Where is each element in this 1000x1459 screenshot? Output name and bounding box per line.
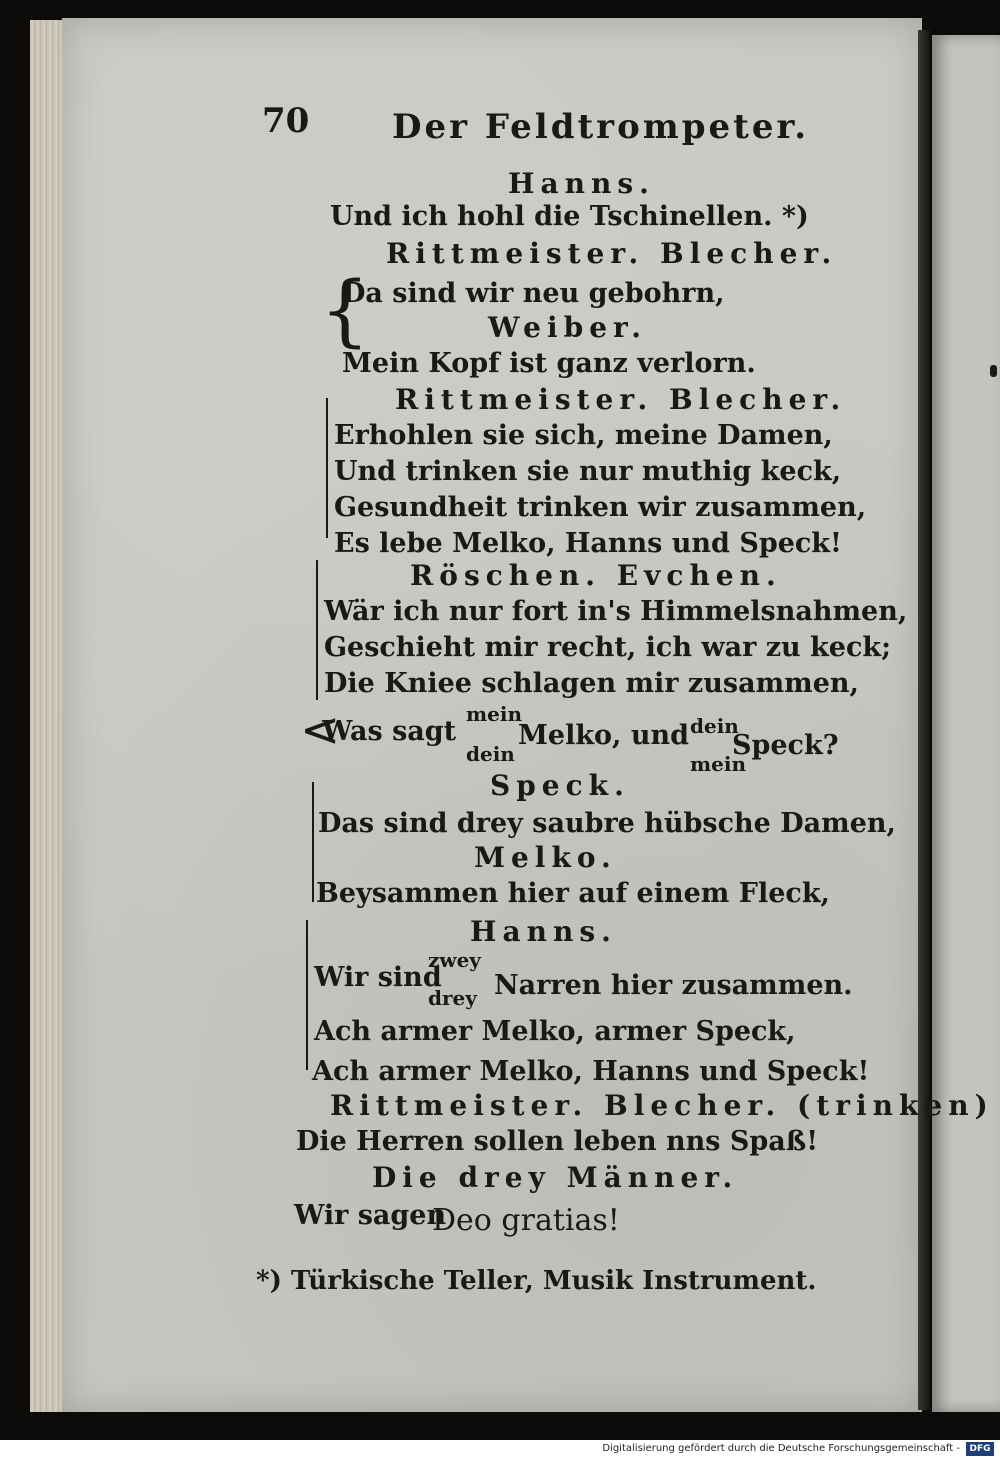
speaker-label: Hanns. xyxy=(508,167,655,200)
digitization-footer xyxy=(0,1440,1000,1459)
speaker-label: Weiber. xyxy=(488,311,647,344)
verse-line: Und trinken sie nur muthig keck, xyxy=(334,456,842,487)
speaker-label: Rittmeister. Blecher. xyxy=(395,383,847,416)
verse-line: Erhohlen sie sich, meine Damen, xyxy=(334,420,833,451)
verse-line: Das sind drey saubre hübsche Damen, xyxy=(318,808,896,839)
left-brace-mark: { xyxy=(320,266,370,356)
footnote: *) Türkische Teller, Musik Instrument. xyxy=(256,1266,817,1296)
alt-word-upper: zwey xyxy=(428,948,481,972)
speaker-label: Rittmeister. Blecher. xyxy=(386,237,838,270)
bracket-line xyxy=(306,920,308,1070)
verse-line: Was sagt xyxy=(322,716,457,747)
verse-line: Mein Kopf ist ganz verlorn. xyxy=(342,348,756,379)
verse-line: Geschieht mir recht, ich war zu keck; xyxy=(324,632,892,663)
left-brace-mark: < xyxy=(300,702,341,758)
funding-credit: Digitalisierung gefördert durch die Deutsche Forschungsgemeinschaft - xyxy=(602,1443,960,1454)
verse-line-latin: Deo gratias! xyxy=(432,1203,620,1238)
bracket-line xyxy=(316,560,318,700)
speaker-label: Röschen. Evchen. xyxy=(410,559,782,592)
verse-line: Beysammen hier auf einem Fleck, xyxy=(316,878,830,909)
alt-word-lower: dein xyxy=(466,742,515,766)
alt-word-upper: mein xyxy=(466,702,523,726)
speaker-label: Speck. xyxy=(490,769,630,802)
verse-line: Es lebe Melko, Hanns und Speck! xyxy=(334,528,842,559)
verse-line: Die Herren sollen leben nns Spaß! xyxy=(296,1126,819,1157)
running-title: Der Feldtrompeter. xyxy=(392,107,810,147)
alt-word-upper: dein xyxy=(690,714,739,738)
alt-word-lower: drey xyxy=(428,986,477,1010)
verse-line: Da sind wir neu gebohrn, xyxy=(342,278,725,309)
verse-line: Und ich hohl die Tschinellen. *) xyxy=(330,201,809,232)
speaker-label: Hanns. xyxy=(470,915,617,948)
verse-line: Narren hier zusammen. xyxy=(494,970,853,1001)
verse-line: Gesundheit trinken wir zusammen, xyxy=(334,492,867,523)
verse-line: Speck? xyxy=(732,730,839,761)
bracket-line xyxy=(312,782,314,902)
dfg-logo: DFG xyxy=(966,1442,994,1456)
speaker-label: Melko. xyxy=(474,841,617,874)
bracket-line xyxy=(326,398,328,538)
verse-line: Ach armer Melko, Hanns und Speck! xyxy=(312,1056,870,1087)
facing-page-edge xyxy=(932,35,1000,1412)
page-number: 70 xyxy=(262,101,310,141)
speaker-label: Rittmeister. Blecher. (trinken) xyxy=(330,1089,994,1122)
verse-line: Wir sind xyxy=(314,962,442,993)
verse-line: Wir sagen xyxy=(294,1200,447,1231)
verse-line: Wär ich nur fort in's Himmelsnahmen, xyxy=(324,596,908,627)
verse-line: Melko, und xyxy=(518,720,689,751)
verse-line: Ach armer Melko, armer Speck, xyxy=(314,1016,796,1047)
verse-line: Die Kniee schlagen mir zusammen, xyxy=(324,668,859,699)
book-gutter xyxy=(918,30,930,1410)
alt-word-lower: mein xyxy=(690,752,747,776)
ink-mark xyxy=(990,365,997,377)
speaker-label: Die drey Männer. xyxy=(372,1161,739,1194)
